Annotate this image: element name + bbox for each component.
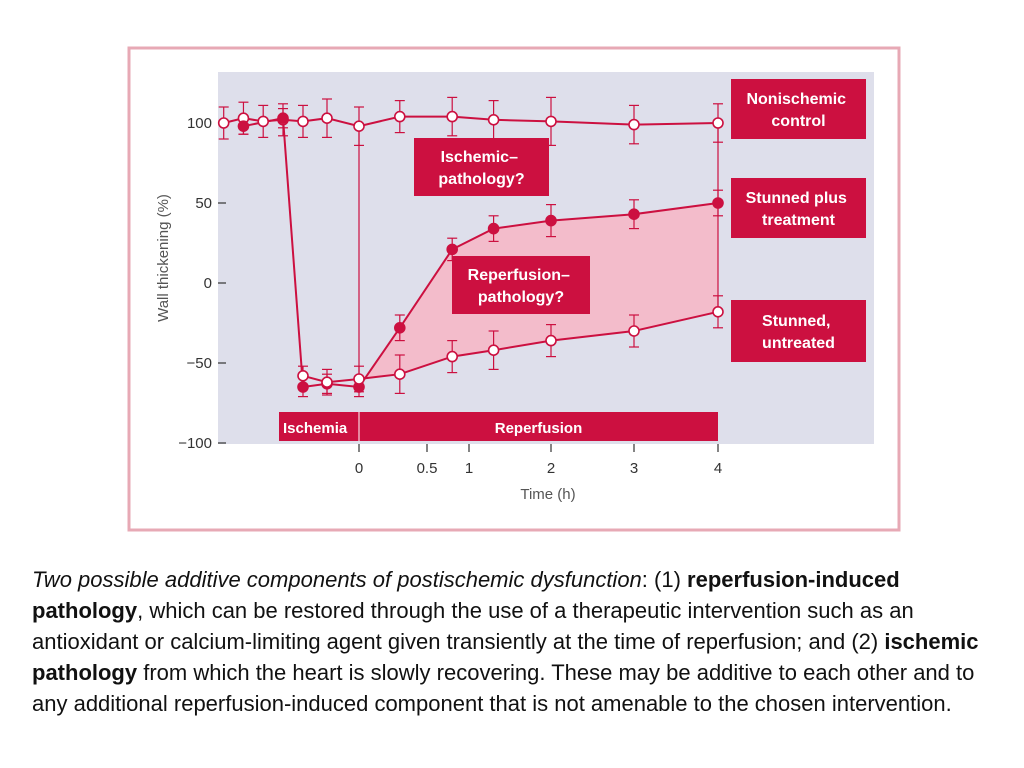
x-axis-label: Time (h) <box>520 486 576 503</box>
legend-item-nonischemic-control <box>731 79 866 139</box>
data-point-nonischemic-control <box>219 118 229 128</box>
legend-box <box>731 300 866 362</box>
data-point-nonischemic-control <box>713 118 723 128</box>
x-tick-label: 0 <box>354 460 364 477</box>
annotation-line: Reperfusion– <box>467 267 570 284</box>
data-point-stunned-untreated <box>713 307 723 317</box>
y-tick-label: 50 <box>195 195 212 212</box>
data-point-stunned-plus-treatment <box>238 121 248 131</box>
data-point-nonischemic-control <box>489 115 499 125</box>
data-point-stunned-untreated <box>322 377 332 387</box>
legend-line: treatment <box>762 212 835 229</box>
data-point-stunned-untreated <box>354 374 364 384</box>
y-axis-label: Wall thickening (%) <box>155 194 172 322</box>
legend-line: Stunned plus <box>745 190 847 207</box>
y-tick-label: 100 <box>186 115 212 132</box>
legend-item-stunned-untreated <box>731 300 866 362</box>
legend-line: Stunned, <box>762 313 831 330</box>
x-tick-label: 2 <box>546 460 556 477</box>
y-tick-label: −50 <box>186 355 212 372</box>
data-point-stunned-plus-treatment <box>395 323 405 333</box>
data-point-nonischemic-control <box>546 116 556 126</box>
x-tick-label: 1 <box>464 460 474 477</box>
caption-text: : (1) <box>641 567 688 592</box>
data-point-nonischemic-control <box>629 120 639 130</box>
legend-line: untreated <box>762 335 835 352</box>
data-point-nonischemic-control <box>395 112 405 122</box>
caption-bold-reperfusion: reperfusion-induced pathology <box>32 567 900 623</box>
y-tick-label: 0 <box>203 275 212 292</box>
caption-text: , which can be restored through the use of a therapeutic intervention such as an antioxidant or calcium-limiting agent given transiently at the time of reperfusion; and (2) <box>32 598 914 654</box>
legend-item-stunned-plus-treatment <box>731 178 866 238</box>
data-point-stunned-untreated <box>395 369 405 379</box>
data-point-stunned-plus-treatment <box>298 382 308 392</box>
legend-box <box>731 79 866 139</box>
data-point-nonischemic-control <box>298 116 308 126</box>
annotation-line: pathology? <box>477 289 565 306</box>
legend-box <box>731 178 866 238</box>
caption-italic: Two possible additive components of postischemic dysfunction <box>32 567 642 592</box>
y-tick-label: −100 <box>178 435 212 452</box>
x-tick-label: 4 <box>713 460 723 477</box>
legend-line: Nonischemic <box>746 91 847 108</box>
phase-label: Reperfusion <box>494 420 583 437</box>
data-point-nonischemic-control <box>322 113 332 123</box>
annotation-line: Ischemic– <box>440 149 518 166</box>
annotation-ischemic-pathology <box>414 138 549 196</box>
data-point-stunned-plus-treatment <box>546 216 556 226</box>
data-point-stunned-plus-treatment <box>278 113 288 123</box>
data-point-nonischemic-control <box>354 121 364 131</box>
x-tick-label: 3 <box>629 460 639 477</box>
data-point-stunned-untreated <box>447 352 457 362</box>
legend-line: control <box>771 113 826 130</box>
x-tick-label: 0.5 <box>416 460 438 477</box>
data-point-stunned-untreated <box>489 345 499 355</box>
figure-caption <box>32 564 982 719</box>
caption-bold-ischemic: ischemic pathology <box>32 629 979 685</box>
data-point-stunned-plus-treatment <box>447 244 457 254</box>
data-point-stunned-untreated <box>629 326 639 336</box>
data-point-stunned-plus-treatment <box>489 224 499 234</box>
annotation-line: pathology? <box>438 171 525 188</box>
data-point-stunned-plus-treatment <box>713 198 723 208</box>
phase-label: Ischemia <box>283 420 348 437</box>
data-point-nonischemic-control <box>258 116 268 126</box>
data-point-stunned-untreated <box>546 336 556 346</box>
data-point-stunned-untreated <box>298 371 308 381</box>
data-point-stunned-plus-treatment <box>629 209 639 219</box>
caption-text: from which the heart is slowly recovering. These may be additive to each other and to any additional reperfusion-induced component that is not amenable to the chosen intervention. <box>32 660 975 716</box>
data-point-nonischemic-control <box>447 112 457 122</box>
annotation-reperfusion-pathology <box>452 256 590 314</box>
